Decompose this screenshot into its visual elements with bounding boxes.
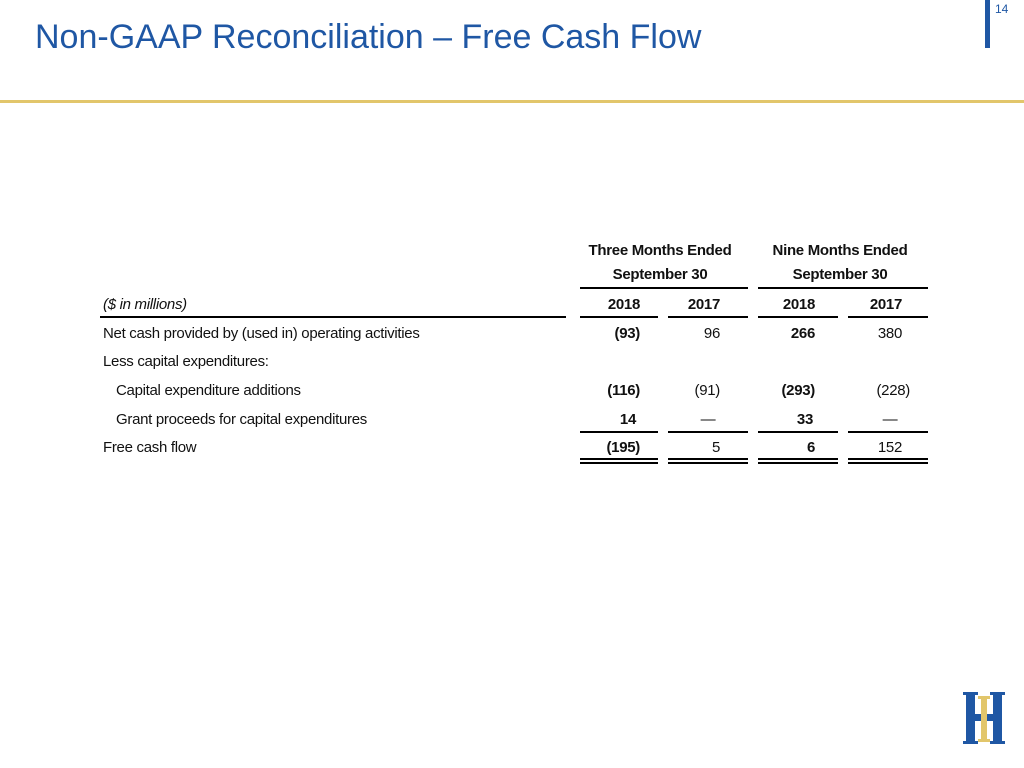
year-header-q-2018: 2018 bbox=[607, 296, 640, 313]
cell-fcf-q-2018: (195) bbox=[606, 439, 640, 456]
corner-accent-bar bbox=[985, 0, 990, 48]
header-rule-col2 bbox=[668, 316, 748, 318]
group-rule-nine-months bbox=[758, 287, 928, 289]
cell-capex-ytd-2017: (228) bbox=[876, 382, 910, 399]
subtotal-rule-col3 bbox=[758, 431, 838, 433]
cell-grant-q-2017: — bbox=[700, 411, 716, 428]
total-double-rule-col1 bbox=[580, 458, 658, 464]
group-header-nine-months-date: September 30 bbox=[792, 266, 888, 283]
header-rule-col3 bbox=[758, 316, 838, 318]
group-rule-three-months bbox=[580, 287, 748, 289]
cell-operating-q-2018: (93) bbox=[614, 325, 640, 342]
subtotal-rule-col1 bbox=[580, 431, 658, 433]
total-double-rule-col3 bbox=[758, 458, 838, 464]
cell-operating-q-2017: 96 bbox=[703, 325, 720, 342]
row-label-free-cash-flow: Free cash flow bbox=[103, 439, 197, 456]
cell-grant-ytd-2018: 33 bbox=[796, 411, 813, 428]
cell-fcf-q-2017: 5 bbox=[711, 439, 720, 456]
cell-operating-ytd-2017: 380 bbox=[877, 325, 902, 342]
cell-capex-ytd-2018: (293) bbox=[781, 382, 815, 399]
group-header-nine-months: Nine Months Ended bbox=[772, 242, 908, 259]
cell-capex-q-2017: (91) bbox=[694, 382, 720, 399]
page-number: 14 bbox=[995, 2, 1009, 16]
total-double-rule-col2 bbox=[668, 458, 748, 464]
row-label-operating-cash: Net cash provided by (used in) operating activities bbox=[103, 325, 420, 342]
year-header-ytd-2017: 2017 bbox=[869, 296, 902, 313]
total-double-rule-col4 bbox=[848, 458, 928, 464]
header-rule-label bbox=[100, 316, 566, 318]
row-label-grant-proceeds: Grant proceeds for capital expenditures bbox=[116, 411, 367, 428]
header-rule-col4 bbox=[848, 316, 928, 318]
subtotal-rule-col2 bbox=[668, 431, 748, 433]
cell-capex-q-2018: (116) bbox=[607, 382, 640, 399]
row-label-capex-additions: Capital expenditure additions bbox=[116, 382, 301, 399]
cell-fcf-ytd-2018: 6 bbox=[806, 439, 815, 456]
row-label-less-capex: Less capital expenditures: bbox=[103, 353, 269, 370]
cell-fcf-ytd-2017: 152 bbox=[877, 439, 902, 456]
year-header-q-2017: 2017 bbox=[687, 296, 720, 313]
group-header-three-months-date: September 30 bbox=[612, 266, 708, 283]
year-header-ytd-2018: 2018 bbox=[782, 296, 815, 313]
cell-grant-ytd-2017: — bbox=[882, 411, 898, 428]
cell-operating-ytd-2018: 266 bbox=[790, 325, 815, 342]
page-title: Non-GAAP Reconciliation – Free Cash Flow bbox=[35, 18, 702, 56]
header-rule-col1 bbox=[580, 316, 658, 318]
title-divider bbox=[0, 100, 1024, 103]
cell-grant-q-2018: 14 bbox=[619, 411, 636, 428]
units-label: ($ in millions) bbox=[103, 296, 187, 313]
company-logo-icon bbox=[962, 690, 1006, 746]
subtotal-rule-col4 bbox=[848, 431, 928, 433]
group-header-three-months: Three Months Ended bbox=[588, 242, 732, 259]
